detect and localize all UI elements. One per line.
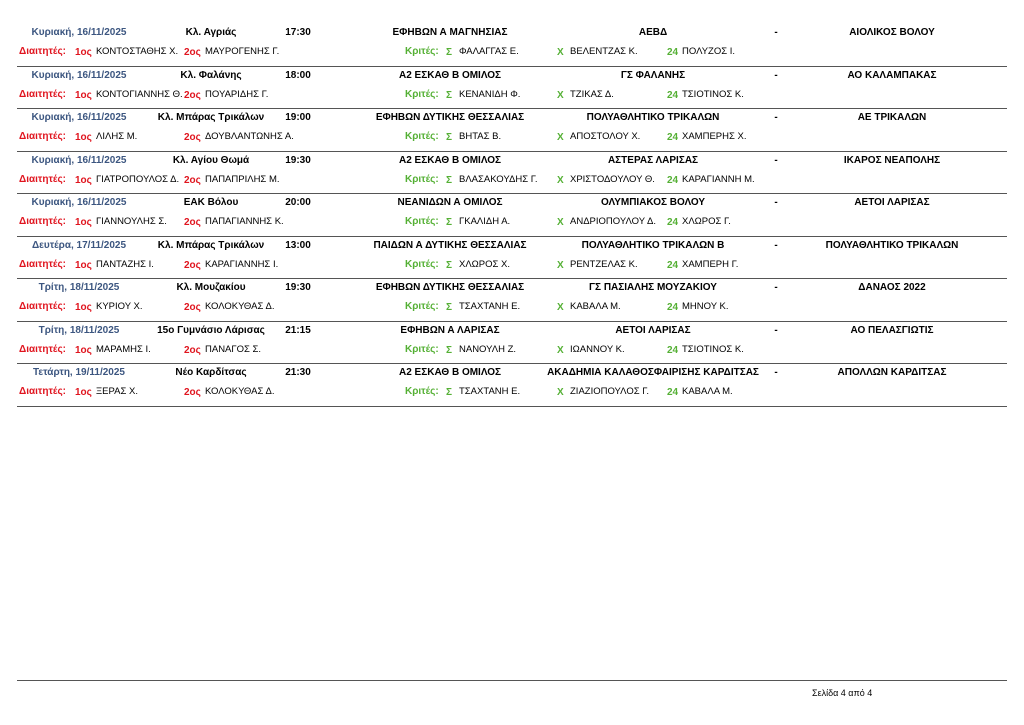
- home-team: ΑΕΤΟΙ ΛΑΡΙΣΑΣ: [615, 324, 691, 336]
- shotclock-name: ΧΑΜΠΕΡΗΣ Χ.: [682, 131, 747, 142]
- timer-name: ΡΕΝΤΖΕΛΑΣ Κ.: [570, 258, 638, 270]
- team-separator: -: [774, 112, 778, 123]
- first-referee: ΚΟΝΤΟΓΙΑΝΝΗΣ Θ.: [96, 88, 183, 100]
- game-row: [17, 67, 1007, 110]
- first-referee-tag: 1ος: [75, 132, 92, 143]
- second-referee-tag: 2ος: [184, 47, 201, 58]
- first-referee: ΚΥΡΙΟΥ Χ.: [96, 301, 143, 312]
- timer-name: ΑΝΔΡΙΟΠΟΥΛΟΥ Δ.: [570, 216, 656, 227]
- first-referee-tag: 1ος: [75, 217, 92, 228]
- timer-tag: Χ: [557, 132, 564, 143]
- game-competition: ΕΦΗΒΩΝ ΔΥΤΙΚΗΣ ΘΕΣΣΑΛΙΑΣ: [375, 112, 525, 123]
- judges-label: Κριτές:: [405, 386, 439, 397]
- judges-label: Κριτές:: [405, 88, 439, 100]
- shotclock-tag: 24: [667, 344, 679, 356]
- home-team: ΟΛΥΜΠΙΑΚΟΣ ΒΟΛΟΥ: [600, 197, 706, 208]
- first-referee-tag: 1ος: [75, 174, 92, 186]
- shotclock-name: ΤΣΙΟΤΙΝΟΣ Κ.: [682, 343, 744, 355]
- game-time: 20:00: [285, 197, 311, 208]
- home-team: ΓΣ ΦΑΛΑΝΗΣ: [620, 69, 686, 81]
- timer-name: ΤΖΙΚΑΣ Δ.: [570, 88, 614, 100]
- shotclock-name: ΠΟΛΥΖΟΣ Ι.: [682, 46, 736, 57]
- game-date: Κυριακή, 16/11/2025: [31, 112, 127, 123]
- home-team: ΑΣΤΕΡΑΣ ΛΑΡΙΣΑΣ: [607, 154, 699, 166]
- first-referee: ΓΙΑΤΡΟΠΟΥΛΟΣ Δ.: [96, 173, 180, 185]
- shotclock-name: ΚΑΡΑΓΙΑΝΝΗ Μ.: [682, 173, 755, 185]
- scorer-name: ΚΕΝΑΝΙΔΗ Φ.: [459, 88, 521, 100]
- game-venue: Κλ. Αγριάς: [185, 27, 237, 38]
- game-date: Κυριακή, 16/11/2025: [31, 69, 127, 81]
- second-referee: ΚΟΛΟΚΥΘΑΣ Δ.: [205, 301, 275, 312]
- game-row: [17, 322, 1007, 365]
- scorer-tag: Σ: [446, 217, 453, 228]
- game-time: 18:00: [285, 69, 311, 81]
- scorer-tag: Σ: [446, 302, 453, 313]
- scorer-name: ΒΗΤΑΣ Β.: [459, 131, 502, 142]
- shotclock-tag: 24: [667, 302, 679, 313]
- game-competition: ΝΕΑΝΙΔΩΝ Α ΟΜΙΛΟΣ: [397, 197, 503, 208]
- timer-name: ΑΠΟΣΤΟΛΟΥ Χ.: [570, 131, 641, 142]
- game-row: [17, 364, 1007, 407]
- scorer-name: ΓΚΑΛΙΔΗ Α.: [459, 216, 511, 227]
- first-referee: ΞΕΡΑΣ Χ.: [96, 386, 138, 397]
- home-team: ΑΚΑΔΗΜΙΑ ΚΑΛΑΘΟΣΦΑΙΡΙΣΗΣ ΚΑΡΔΙΤΣΑΣ: [547, 367, 759, 378]
- timer-name: ΚΑΒΑΛΑ Μ.: [570, 301, 621, 312]
- first-referee: ΓΙΑΝΝΟΥΛΗΣ Σ.: [96, 216, 167, 227]
- referees-label: Διαιτητές:: [19, 88, 66, 100]
- game-venue: 15ο Γυμνάσιο Λάρισας: [157, 324, 265, 336]
- second-referee: ΠΑΝΑΓΟΣ Σ.: [205, 343, 262, 355]
- home-team: ΠΟΛΥΑΘΛΗΤΙΚΟ ΤΡΙΚΑΛΩΝ: [586, 112, 720, 123]
- game-row: [17, 279, 1007, 322]
- second-referee: ΜΑΥΡΟΓΕΝΗΣ Γ.: [205, 46, 280, 57]
- away-team: ΑΙΟΛΙΚΟΣ ΒΟΛΟΥ: [849, 27, 935, 38]
- game-row: [17, 194, 1007, 237]
- first-referee-tag: 1ος: [75, 344, 92, 356]
- judges-label: Κριτές:: [405, 173, 439, 185]
- scorer-name: ΦΑΛΑΓΓΑΣ Ε.: [459, 46, 519, 57]
- timer-tag: Χ: [557, 47, 564, 58]
- judges-label: Κριτές:: [405, 216, 439, 227]
- timer-tag: Χ: [557, 302, 564, 313]
- timer-name: ΒΕΛΕΝΤΖΑΣ Κ.: [570, 46, 638, 57]
- game-time: 19:00: [285, 112, 311, 123]
- away-team: ΑΟ ΚΑΛΑΜΠΑΚΑΣ: [847, 69, 937, 81]
- second-referee: ΚΑΡΑΓΙΑΝΝΗΣ Ι.: [205, 258, 279, 270]
- games-schedule: [17, 24, 1007, 407]
- shotclock-tag: 24: [667, 174, 679, 186]
- game-row: [17, 24, 1007, 67]
- game-competition: Α2 ΕΣΚΑΘ Β ΟΜΙΛΟΣ: [398, 69, 502, 81]
- first-referee: ΜΑΡΑΜΗΣ Ι.: [96, 343, 151, 355]
- referees-label: Διαιτητές:: [19, 386, 66, 397]
- scorer-tag: Σ: [446, 89, 453, 101]
- referees-label: Διαιτητές:: [19, 343, 66, 355]
- team-separator: -: [774, 27, 778, 38]
- second-referee-tag: 2ος: [184, 387, 201, 398]
- home-team: ΑΕΒΔ: [638, 27, 668, 38]
- team-separator: -: [774, 324, 778, 336]
- referees-label: Διαιτητές:: [19, 173, 66, 185]
- shotclock-name: ΧΑΜΠΕΡΗ Γ.: [682, 258, 739, 270]
- game-venue: ΕΑΚ Βόλου: [183, 197, 239, 208]
- referees-label: Διαιτητές:: [19, 131, 66, 142]
- away-team: ΙΚΑΡΟΣ ΝΕΑΠΟΛΗΣ: [843, 154, 941, 166]
- scorer-tag: Σ: [446, 47, 453, 58]
- away-team: ΔΑΝΑΟΣ 2022: [858, 282, 926, 293]
- first-referee: ΛΙΛΗΣ Μ.: [96, 131, 138, 142]
- referees-label: Διαιτητές:: [19, 46, 66, 57]
- game-row: [17, 237, 1007, 280]
- game-competition: ΕΦΗΒΩΝ Α ΛΑΡΙΣΑΣ: [400, 324, 500, 336]
- game-venue: Κλ. Αγίου Θωμά: [172, 154, 250, 166]
- shotclock-name: ΤΣΙΟΤΙΝΟΣ Κ.: [682, 88, 744, 100]
- second-referee-tag: 2ος: [184, 344, 201, 356]
- referees-label: Διαιτητές:: [19, 216, 66, 227]
- team-separator: -: [774, 367, 778, 378]
- second-referee-tag: 2ος: [184, 217, 201, 228]
- game-time: 17:30: [285, 27, 311, 38]
- judges-label: Κριτές:: [405, 46, 439, 57]
- scorer-name: ΒΛΑΣΑΚΟΥΔΗΣ Γ.: [459, 173, 538, 185]
- team-separator: -: [774, 282, 778, 293]
- scorer-tag: Σ: [446, 174, 453, 186]
- game-time: 21:30: [285, 367, 311, 378]
- first-referee: ΠΑΝΤΑΖΗΣ Ι.: [96, 258, 154, 270]
- game-date: Δευτέρα, 17/11/2025: [31, 239, 127, 251]
- timer-tag: Χ: [557, 344, 564, 356]
- team-separator: -: [774, 239, 778, 251]
- timer-name: ΧΡΙΣΤΟΔΟΥΛΟΥ Θ.: [570, 173, 655, 185]
- first-referee-tag: 1ος: [75, 259, 92, 271]
- game-competition: ΠΑΙΔΩΝ Α ΔΥΤΙΚΗΣ ΘΕΣΣΑΛΙΑΣ: [373, 239, 527, 251]
- second-referee: ΠΑΠΑΠΡΙΛΗΣ Μ.: [205, 173, 280, 185]
- scorer-name: ΤΣΑΧΤΑΝΗ Ε.: [459, 386, 521, 397]
- timer-name: ΖΙΑΖΙΟΠΟΥΛΟΣ Γ.: [570, 386, 650, 397]
- game-venue: Κλ. Μπάρας Τρικάλων: [157, 112, 265, 123]
- game-date: Τρίτη, 18/11/2025: [38, 324, 120, 336]
- game-competition: ΕΦΗΒΩΝ Α ΜΑΓΝΗΣΙΑΣ: [392, 27, 508, 38]
- game-competition: Α2 ΕΣΚΑΘ Β ΟΜΙΛΟΣ: [398, 367, 502, 378]
- second-referee-tag: 2ος: [184, 174, 201, 186]
- game-time: 19:30: [285, 154, 311, 166]
- game-date: Κυριακή, 16/11/2025: [31, 154, 127, 166]
- scorer-tag: Σ: [446, 259, 453, 271]
- second-referee: ΔΟΥΒΛΑΝΤΩΝΗΣ Α.: [205, 131, 294, 142]
- game-venue: Κλ. Φαλάνης: [180, 69, 242, 81]
- first-referee-tag: 1ος: [75, 47, 92, 58]
- second-referee: ΠΑΠΑΓΙΑΝΝΗΣ Κ.: [205, 216, 284, 227]
- shotclock-name: ΧΛΩΡΟΣ Γ.: [682, 216, 731, 227]
- judges-label: Κριτές:: [405, 301, 439, 312]
- game-time: 19:30: [285, 282, 311, 293]
- second-referee-tag: 2ος: [184, 89, 201, 101]
- judges-label: Κριτές:: [405, 131, 439, 142]
- second-referee: ΠΟΥΑΡΙΔΗΣ Γ.: [205, 88, 269, 100]
- footer-divider: [17, 680, 1007, 681]
- shotclock-tag: 24: [667, 132, 679, 143]
- referees-label: Διαιτητές:: [19, 301, 66, 312]
- second-referee-tag: 2ος: [184, 302, 201, 313]
- game-row: [17, 152, 1007, 195]
- away-team: ΑΕΤΟΙ ΛΑΡΙΣΑΣ: [854, 197, 930, 208]
- judges-label: Κριτές:: [405, 343, 439, 355]
- game-competition: ΕΦΗΒΩΝ ΔΥΤΙΚΗΣ ΘΕΣΣΑΛΙΑΣ: [375, 282, 525, 293]
- scorer-name: ΝΑΝΟΥΛΗ Ζ.: [459, 343, 517, 355]
- page-number: Σελίδα 4 από 4: [812, 688, 873, 698]
- timer-name: ΙΩΑΝΝΟΥ Κ.: [570, 343, 625, 355]
- judges-label: Κριτές:: [405, 258, 439, 270]
- shotclock-name: ΜΗΝΟΥ Κ.: [682, 301, 729, 312]
- game-date: Κυριακή, 16/11/2025: [31, 27, 127, 38]
- second-referee: ΚΟΛΟΚΥΘΑΣ Δ.: [205, 386, 275, 397]
- timer-tag: Χ: [557, 217, 564, 228]
- second-referee-tag: 2ος: [184, 259, 201, 271]
- away-team: ΠΟΛΥΑΘΛΗΤΙΚΟ ΤΡΙΚΑΛΩΝ: [825, 239, 959, 251]
- game-time: 13:00: [285, 239, 311, 251]
- home-team: ΠΟΛΥΑΘΛΗΤΙΚΟ ΤΡΙΚΑΛΩΝ Β: [581, 239, 725, 251]
- game-venue: Κλ. Μουζακίου: [176, 282, 246, 293]
- shotclock-tag: 24: [667, 89, 679, 101]
- shotclock-tag: 24: [667, 259, 679, 271]
- game-venue: Νέο Καρδίτσας: [175, 367, 247, 378]
- scorer-name: ΧΛΩΡΟΣ Χ.: [459, 258, 510, 270]
- first-referee: ΚΟΝΤΟΣΤΑΘΗΣ Χ.: [96, 46, 179, 57]
- game-date: Κυριακή, 16/11/2025: [31, 197, 127, 208]
- shotclock-tag: 24: [667, 47, 679, 58]
- first-referee-tag: 1ος: [75, 302, 92, 313]
- team-separator: -: [774, 69, 778, 81]
- team-separator: -: [774, 197, 778, 208]
- referees-label: Διαιτητές:: [19, 258, 66, 270]
- shotclock-tag: 24: [667, 387, 679, 398]
- game-row: [17, 109, 1007, 152]
- game-time: 21:15: [285, 324, 311, 336]
- away-team: ΑΟ ΠΕΛΑΣΓΙΩΤΙΣ: [850, 324, 934, 336]
- scorer-name: ΤΣΑΧΤΑΝΗ Ε.: [459, 301, 521, 312]
- game-competition: Α2 ΕΣΚΑΘ Β ΟΜΙΛΟΣ: [398, 154, 502, 166]
- timer-tag: Χ: [557, 89, 564, 101]
- game-venue: Κλ. Μπάρας Τρικάλων: [157, 239, 265, 251]
- shotclock-name: ΚΑΒΑΛΑ Μ.: [682, 386, 733, 397]
- scorer-tag: Σ: [446, 387, 453, 398]
- away-team: ΑΕ ΤΡΙΚΑΛΩΝ: [857, 112, 927, 123]
- home-team: ΓΣ ΠΑΣΙΑΛΗΣ ΜΟΥΖΑΚΙΟΥ: [589, 282, 717, 293]
- timer-tag: Χ: [557, 174, 564, 186]
- game-date: Τρίτη, 18/11/2025: [38, 282, 120, 293]
- timer-tag: Χ: [557, 387, 564, 398]
- team-separator: -: [774, 154, 778, 166]
- scorer-tag: Σ: [446, 132, 453, 143]
- first-referee-tag: 1ος: [75, 387, 92, 398]
- scorer-tag: Σ: [446, 344, 453, 356]
- second-referee-tag: 2ος: [184, 132, 201, 143]
- timer-tag: Χ: [557, 259, 564, 271]
- first-referee-tag: 1ος: [75, 89, 92, 101]
- away-team: ΑΠΟΛΛΩΝ ΚΑΡΔΙΤΣΑΣ: [837, 367, 947, 378]
- game-date: Τετάρτη, 19/11/2025: [33, 367, 125, 378]
- shotclock-tag: 24: [667, 217, 679, 228]
